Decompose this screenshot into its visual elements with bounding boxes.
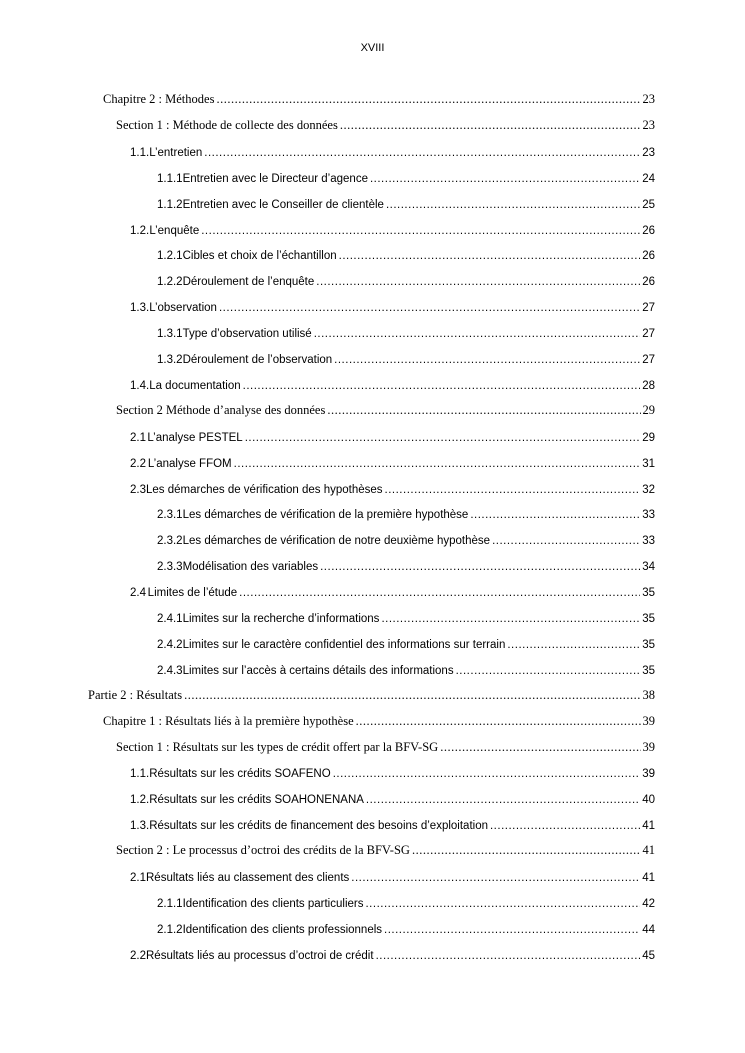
toc-leader-dots bbox=[333, 768, 641, 780]
toc-leader-dots bbox=[381, 613, 640, 625]
toc-entry-number: 2.4.3 bbox=[157, 664, 183, 677]
toc-entry-number: 1.2.1 bbox=[157, 250, 183, 263]
toc-leader-dots bbox=[201, 225, 640, 237]
toc-entry-page: 33 bbox=[642, 535, 655, 548]
toc-entry[interactable] bbox=[157, 551, 655, 573]
toc-entry-page: 27 bbox=[642, 302, 655, 315]
toc-entry[interactable] bbox=[130, 137, 655, 159]
toc-entry-title: Identification des clients particuliers bbox=[182, 897, 364, 910]
toc-leader-dots bbox=[351, 872, 640, 884]
toc-entry-title: Limites sur l’accès à certains détails des informations bbox=[182, 664, 454, 677]
toc-entry-page: 26 bbox=[642, 250, 655, 263]
toc-entry-page: 23 bbox=[642, 117, 655, 132]
toc-entry-page: 45 bbox=[642, 949, 655, 962]
toc-entry-page: 34 bbox=[642, 561, 655, 574]
toc-entry-number: 2.1 bbox=[130, 872, 146, 884]
toc-leader-dots bbox=[204, 147, 640, 159]
toc-entry-number: 2.2 bbox=[130, 457, 146, 470]
toc-entry-page: 40 bbox=[642, 794, 655, 807]
toc-entry-number: 1.2. bbox=[130, 224, 150, 237]
toc-entry[interactable] bbox=[157, 189, 655, 211]
toc-entry-page: 44 bbox=[642, 923, 655, 936]
toc-entry-number: 1.1.1 bbox=[157, 172, 183, 185]
toc-entry-number: 2.1 bbox=[130, 431, 146, 444]
toc-entry-title: Résultats sur les crédits SOAHONENANA bbox=[149, 794, 364, 807]
toc-leader-dots bbox=[384, 924, 640, 936]
toc-entry-page: 41 bbox=[642, 820, 655, 833]
toc-entry[interactable] bbox=[130, 758, 655, 780]
toc-leader-dots bbox=[184, 688, 640, 703]
toc-entry-page: 39 bbox=[642, 713, 655, 728]
toc-entry[interactable] bbox=[157, 266, 655, 288]
toc-leader-dots bbox=[385, 484, 641, 496]
toc-entry-number: 2.3.3 bbox=[157, 561, 183, 574]
toc-entry-number: 1.1. bbox=[130, 146, 150, 159]
toc-entry[interactable] bbox=[103, 707, 655, 729]
toc-leader-dots bbox=[440, 740, 640, 755]
toc-entry-title: Entretien avec le Conseiller de clientèle bbox=[182, 198, 384, 211]
toc-entry[interactable] bbox=[157, 914, 655, 936]
toc-entry[interactable] bbox=[130, 810, 655, 832]
toc-entry[interactable] bbox=[130, 448, 655, 470]
toc-leader-dots bbox=[356, 714, 641, 729]
toc-entry[interactable] bbox=[157, 603, 655, 625]
toc-leader-dots bbox=[365, 898, 640, 910]
toc-entry[interactable] bbox=[130, 940, 655, 962]
toc-entry-page: 38 bbox=[642, 687, 655, 702]
toc-entry[interactable] bbox=[157, 240, 655, 262]
toc-entry-page: 35 bbox=[642, 664, 655, 677]
toc-entry-number: 1.2.2 bbox=[157, 276, 183, 289]
toc-leader-dots bbox=[456, 665, 641, 677]
toc-entry-number: 2.3.1 bbox=[157, 509, 183, 522]
toc-entry-page: 35 bbox=[642, 613, 655, 625]
toc-leader-dots bbox=[339, 250, 641, 262]
toc-entry[interactable] bbox=[157, 318, 655, 340]
toc-entry-title: Section 1 : Méthode de collecte des données bbox=[116, 117, 338, 132]
toc-entry-page: 27 bbox=[642, 328, 655, 341]
toc-entry-page: 41 bbox=[642, 843, 655, 858]
toc-leader-dots bbox=[490, 820, 640, 832]
toc-entry-number: 2.4.1 bbox=[157, 613, 183, 625]
toc-entry-page: 27 bbox=[642, 354, 655, 366]
toc-entry[interactable] bbox=[130, 474, 655, 496]
toc-entry-page: 23 bbox=[642, 146, 655, 159]
toc-entry-title: Les démarches de vérification de notre deuxième hypothèse bbox=[182, 535, 491, 548]
toc-entry-title: Limites de l’étude bbox=[147, 587, 238, 600]
toc-entry-number: 1.3. bbox=[130, 302, 150, 315]
toc-entry[interactable] bbox=[130, 292, 655, 314]
toc-entry[interactable] bbox=[130, 784, 655, 806]
toc-entry-page: 35 bbox=[642, 638, 655, 651]
toc-entry-title: Limites sur le caractère confidentiel des informations sur terrain bbox=[182, 638, 506, 651]
toc-entry-number: 2.4.2 bbox=[157, 638, 183, 651]
toc-leader-dots bbox=[234, 458, 641, 470]
toc-entry-title: Identification des clients professionnels bbox=[182, 923, 383, 936]
toc-entry-number: 1.1. bbox=[130, 768, 150, 781]
toc-entry-number: 2.4 bbox=[130, 587, 146, 600]
toc-entry-page: 26 bbox=[642, 224, 655, 237]
toc-leader-dots bbox=[239, 587, 640, 599]
toc-entry-page: 41 bbox=[642, 872, 655, 884]
toc-entry-title: Les démarches de vérification des hypothèses bbox=[146, 483, 383, 496]
toc-entry-page: 28 bbox=[642, 379, 655, 392]
toc-entry-page: 29 bbox=[642, 431, 655, 444]
toc-entry-title: L’observation bbox=[149, 302, 217, 315]
toc-entry-number: 1.3. bbox=[130, 820, 150, 833]
toc-entry[interactable] bbox=[157, 344, 655, 366]
toc-entry-title: Résultats liés au processus d’octroi de crédit bbox=[146, 949, 374, 962]
toc-entry-number: 1.3.1 bbox=[157, 328, 183, 341]
toc-entry[interactable] bbox=[157, 888, 655, 910]
toc-entry-title: Déroulement de l’enquête bbox=[182, 276, 315, 289]
toc-entry-number: 2.3 bbox=[130, 483, 146, 496]
toc-leader-dots bbox=[492, 535, 640, 547]
toc-entry[interactable] bbox=[157, 499, 655, 521]
toc-entry[interactable] bbox=[130, 215, 655, 237]
toc-entry[interactable] bbox=[157, 629, 655, 651]
toc-entry-title: Section 2 : Le processus d’octroi des crédits de la BFV-SG bbox=[116, 843, 410, 858]
toc-leader-dots bbox=[316, 276, 640, 288]
toc-entry-title: Modélisation des variables bbox=[182, 561, 319, 574]
toc-leader-dots bbox=[507, 639, 640, 651]
toc-entry-page: 26 bbox=[642, 276, 655, 289]
toc-entry[interactable] bbox=[103, 85, 655, 107]
toc-entry-page: 39 bbox=[642, 739, 655, 754]
toc-entry-title: Déroulement de l’observation bbox=[182, 354, 333, 366]
toc-entry[interactable] bbox=[88, 681, 655, 703]
toc-entry-number: 2.1.2 bbox=[157, 923, 183, 936]
toc-entry-page: 25 bbox=[642, 198, 655, 211]
toc-entry[interactable] bbox=[130, 577, 655, 599]
toc-leader-dots bbox=[216, 92, 640, 107]
toc-entry-number: 2.2 bbox=[130, 949, 146, 962]
toc-leader-dots bbox=[370, 173, 640, 185]
toc-leader-dots bbox=[470, 509, 640, 521]
toc-entry-title: Entretien avec le Directeur d’agence bbox=[182, 172, 368, 185]
toc-entry-title: L’entretien bbox=[149, 146, 203, 159]
toc-entry[interactable] bbox=[157, 525, 655, 547]
toc-entry-title: Résultats liés au classement des clients bbox=[146, 872, 350, 884]
toc-entry[interactable] bbox=[116, 733, 655, 755]
toc-entry-title: Limites sur la recherche d’informations bbox=[182, 613, 380, 625]
toc-leader-dots bbox=[376, 950, 641, 962]
toc-entry-title: Section 1 : Résultats sur les types de crédit offert par la BFV-SG bbox=[116, 739, 439, 754]
toc-entry[interactable] bbox=[116, 836, 655, 858]
toc-entry-page: 32 bbox=[642, 483, 655, 496]
toc-entry-title: Partie 2 : Résultats bbox=[88, 687, 183, 702]
toc-leader-dots bbox=[412, 843, 641, 858]
toc-entry-number: 1.1.2 bbox=[157, 198, 183, 211]
toc-entry-page: 24 bbox=[642, 172, 655, 185]
toc-entry-page: 33 bbox=[642, 509, 655, 522]
toc-entry[interactable] bbox=[130, 862, 655, 884]
toc-entry-title: Les démarches de vérification de la première hypothèse bbox=[182, 509, 469, 522]
toc-entry-page: 31 bbox=[642, 457, 655, 470]
toc-entry-page: 35 bbox=[642, 587, 655, 600]
toc-entry-number: 1.4. bbox=[130, 379, 150, 392]
toc-entry-number: 1.2. bbox=[130, 794, 150, 807]
toc-entry-title: Chapitre 1 : Résultats liés à la première hypothèse bbox=[103, 713, 354, 728]
toc-leader-dots bbox=[340, 118, 641, 133]
toc-entry-title: Type d’observation utilisé bbox=[182, 328, 312, 341]
toc-entry[interactable] bbox=[130, 422, 655, 444]
toc-entry[interactable] bbox=[116, 396, 655, 418]
toc-entry[interactable] bbox=[116, 111, 655, 133]
toc-entry-number: 2.1.1 bbox=[157, 897, 183, 910]
toc-leader-dots bbox=[334, 354, 640, 366]
toc-entry-page: 29 bbox=[642, 402, 655, 417]
toc-entry-title: Résultats sur les crédits SOAFENO bbox=[149, 768, 331, 781]
toc-leader-dots bbox=[245, 432, 641, 444]
toc-entry-title: L’enquête bbox=[149, 224, 200, 237]
toc-entry-title: L’analyse FFOM bbox=[147, 457, 232, 470]
toc-leader-dots bbox=[243, 380, 641, 392]
toc-leader-dots bbox=[320, 561, 640, 573]
toc-entry-title: Section 2 Méthode d’analyse des données bbox=[116, 402, 326, 417]
toc-entry-title: La documentation bbox=[149, 379, 241, 392]
toc-entry-title: L’analyse PESTEL bbox=[147, 431, 243, 444]
toc-entry-title: Cibles et choix de l’échantillon bbox=[182, 250, 337, 263]
toc-entry[interactable] bbox=[157, 163, 655, 185]
toc-entry-title: Chapitre 2 : Méthodes bbox=[103, 92, 215, 106]
toc-entry-page: 23 bbox=[642, 92, 655, 106]
toc-entry-page: 39 bbox=[642, 768, 655, 781]
toc-leader-dots bbox=[219, 302, 640, 314]
toc-leader-dots bbox=[327, 403, 640, 418]
page-number: XVIII bbox=[360, 42, 385, 54]
toc-leader-dots bbox=[386, 199, 640, 211]
toc-entry-page: 42 bbox=[642, 897, 655, 910]
toc-leader-dots bbox=[366, 794, 640, 806]
toc-leader-dots bbox=[314, 328, 640, 340]
toc-entry-number: 2.3.2 bbox=[157, 535, 183, 548]
toc-entry-number: 1.3.2 bbox=[157, 354, 183, 366]
toc-entry-title: Résultats sur les crédits de financement des besoins d’exploitation bbox=[149, 820, 488, 833]
toc-entry[interactable] bbox=[130, 370, 655, 392]
toc-entry[interactable] bbox=[157, 655, 655, 677]
